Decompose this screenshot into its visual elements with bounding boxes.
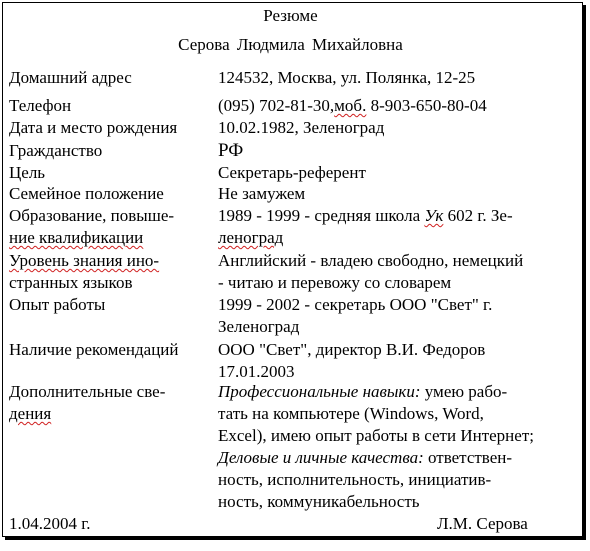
row-value: 1999 - 2002 - секретарь ООО "Свет" г. Зеленоград bbox=[218, 295, 493, 336]
row-label: Образование, повыше- ние квалификации bbox=[9, 206, 175, 247]
row-label: Уровень знания ино- странных языков bbox=[9, 251, 160, 292]
row-value: 1989 - 1999 - средняя школа Ук 602 г. Зе- леноград bbox=[218, 206, 513, 247]
row-label: Телефон bbox=[9, 96, 72, 115]
row-label: Опыт работы bbox=[9, 295, 106, 314]
footer-signature: Л.М. Серова bbox=[437, 514, 528, 533]
row-label: Гражданство bbox=[9, 141, 103, 160]
row-label: Семейное положение bbox=[9, 184, 164, 203]
row-value: Секретарь-референт bbox=[218, 163, 366, 182]
row-label: Домашний адрес bbox=[9, 68, 132, 87]
resume-heading: Резюме bbox=[263, 6, 318, 25]
row-value: 10.02.1982, Зеленоград bbox=[218, 118, 385, 137]
row-value: 124532, Москва, ул. Полянка, 12-25 bbox=[218, 68, 476, 87]
row-label: Дополнительные све- дения bbox=[9, 382, 166, 423]
row-value: (095) 702-81-30,моб. 8-903-650-80-04 bbox=[218, 96, 487, 115]
row-value: ООО "Свет", директор В.И. Федоров 17.01.2003 bbox=[218, 340, 486, 381]
frame-shadow-bottom bbox=[5, 537, 586, 540]
row-value: Английский - владею свободно, немецкий - читаю и перевожу со словарем bbox=[218, 251, 524, 292]
row-label: Дата и место рождения bbox=[9, 118, 178, 137]
footer-date: 1.04.2004 г. bbox=[9, 514, 91, 533]
row-value: РФ bbox=[218, 140, 244, 161]
row-label: Цель bbox=[9, 163, 46, 182]
row-value: Не замужем bbox=[218, 184, 306, 203]
row-value: Профессиональные навыки: умею рабо- тать на компьютере (Windows, Word, Excel), имею опыт работы в сети Интернет; Деловые и личные качества: ответствен- ность, исполнительность, инициатив- ность, коммуникабельность bbox=[218, 382, 534, 511]
applicant-name: Серова Людмила Михайловна bbox=[178, 35, 403, 54]
frame-shadow-right bbox=[583, 5, 586, 540]
row-label: Наличие рекомендаций bbox=[9, 340, 179, 359]
